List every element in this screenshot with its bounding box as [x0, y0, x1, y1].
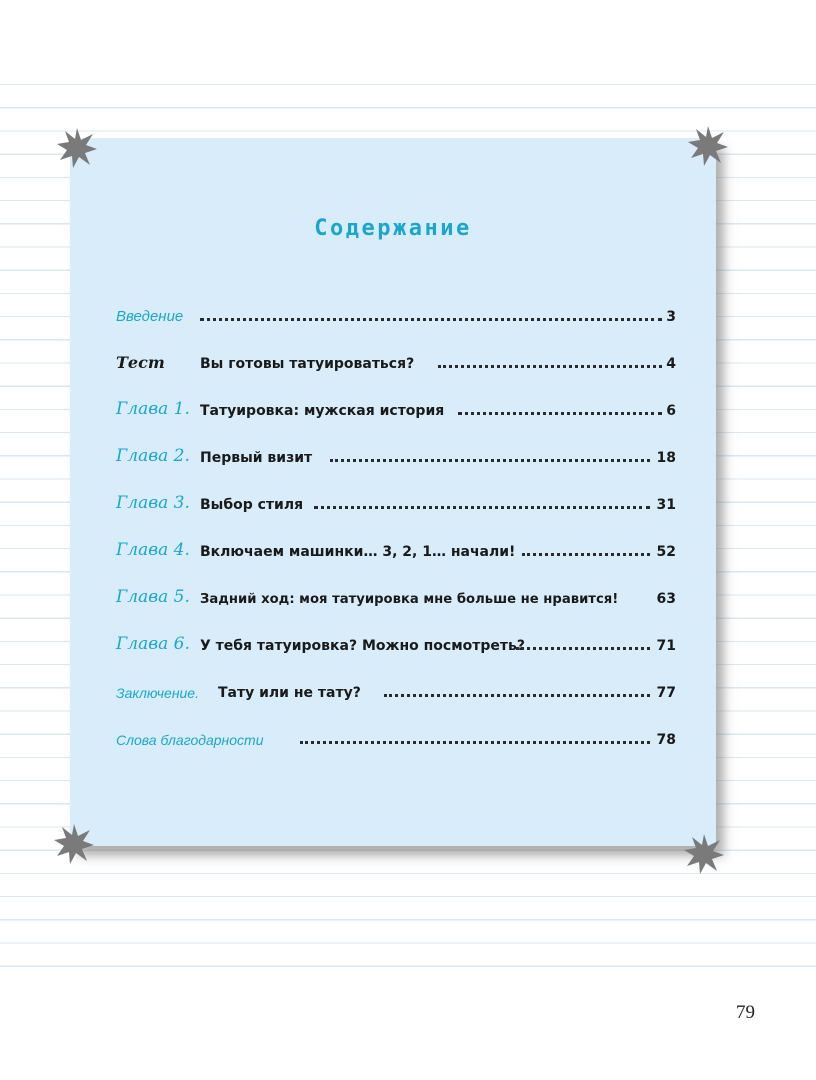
toc-page: 31: [656, 497, 676, 513]
toc-page: 77: [656, 685, 676, 701]
toc-prefix: Глава 4.: [116, 540, 190, 560]
dot-leader: [516, 647, 650, 650]
toc-prefix: Введение: [116, 308, 184, 325]
star-decoration-icon: [682, 832, 726, 876]
toc-page: 18: [656, 450, 676, 466]
toc-title: Задний ход: моя татуировка мне больше не нравится!: [200, 592, 619, 607]
toc-page: 71: [656, 638, 676, 654]
page-number: 79: [736, 1002, 755, 1023]
toc-entry-conclusion[interactable]: [116, 664, 676, 711]
toc-prefix: Глава 5.: [116, 587, 190, 607]
toc-prefix: Слова благодарности: [116, 732, 264, 748]
toc-prefix: Глава 3.: [116, 493, 190, 513]
toc-prefix: Глава 2.: [116, 446, 190, 466]
toc-title: Первый визит: [200, 450, 313, 466]
toc-entry-chapter-4[interactable]: [116, 523, 676, 570]
toc-prefix: Глава 6.: [116, 634, 190, 654]
toc-entry-test[interactable]: [116, 335, 676, 382]
dot-leader: [330, 459, 650, 462]
toc-entry-chapter-2[interactable]: [116, 429, 676, 476]
toc-entry-chapter-3[interactable]: [116, 476, 676, 523]
toc-title: Выбор стиля: [200, 497, 304, 513]
toc-page: 63: [656, 591, 676, 607]
toc-title: Включаем машинки… 3, 2, 1… начали!: [200, 544, 516, 560]
toc-title: У тебя татуировка? Можно посмотреть?: [200, 638, 525, 654]
toc-page: 3: [666, 309, 676, 325]
toc-page: 4: [666, 356, 676, 372]
bottom-margin: [0, 975, 816, 1080]
table-of-contents: [116, 288, 676, 758]
toc-entry-chapter-6[interactable]: [116, 617, 676, 664]
star-decoration-icon: [686, 124, 730, 168]
toc-entry-introduction[interactable]: [116, 288, 676, 335]
top-margin: [0, 0, 816, 76]
toc-prefix: Глава 1.: [116, 399, 190, 419]
dot-leader: [438, 365, 662, 368]
dot-leader: [200, 318, 662, 321]
page-title: Содержание: [314, 216, 472, 241]
toc-prefix: Заключение.: [116, 685, 199, 701]
star-decoration-icon: [52, 822, 96, 866]
dot-leader: [522, 553, 650, 556]
dot-leader: [300, 741, 650, 744]
toc-entry-acknowledgements[interactable]: [116, 711, 676, 758]
toc-page: 52: [656, 544, 676, 560]
toc-prefix: Тест: [116, 353, 165, 372]
star-decoration-icon: [55, 126, 99, 170]
toc-title: Татуировка: мужская история: [200, 403, 445, 419]
toc-entry-chapter-1[interactable]: [116, 382, 676, 429]
dot-leader: [458, 412, 662, 415]
dot-leader: [384, 694, 650, 697]
toc-title: Тату или не тату?: [218, 685, 361, 701]
toc-entry-chapter-5[interactable]: [116, 570, 676, 617]
contents-panel: [70, 138, 716, 846]
dot-leader: [314, 506, 650, 509]
toc-page: 6: [666, 403, 676, 419]
toc-title: Вы готовы татуироваться?: [200, 356, 415, 372]
toc-page: 78: [656, 732, 676, 748]
